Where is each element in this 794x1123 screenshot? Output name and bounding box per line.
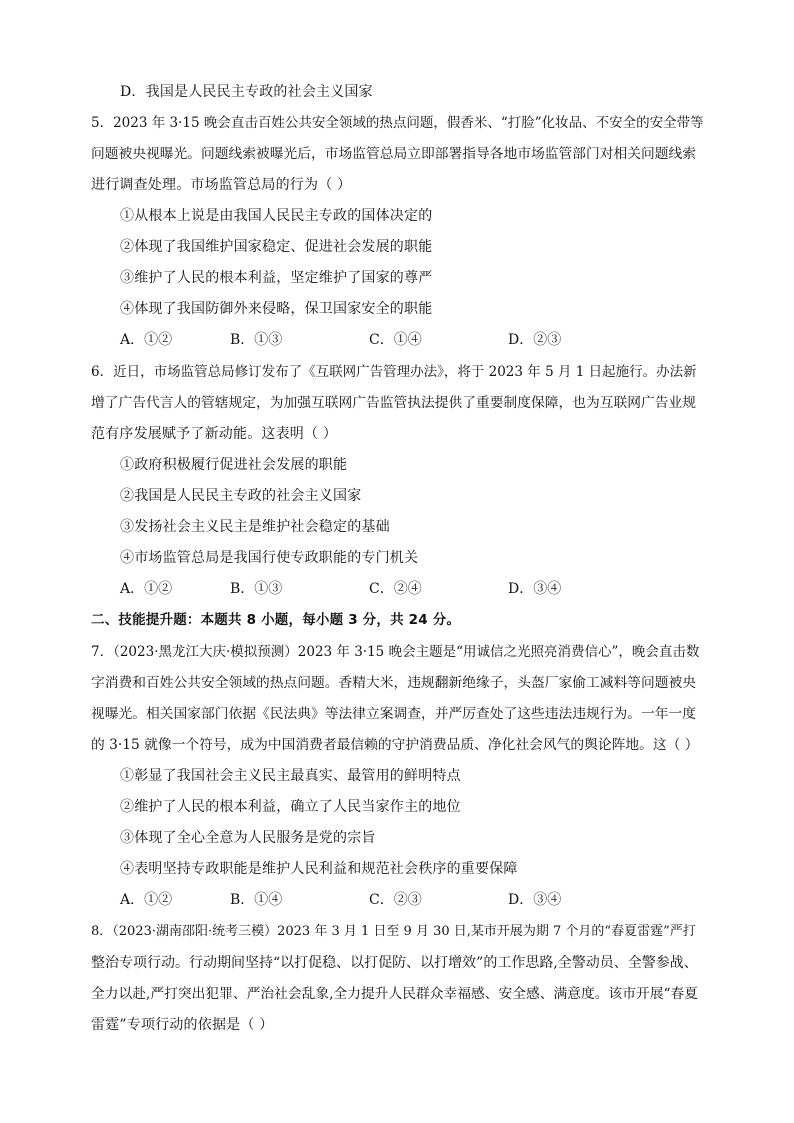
q7-choice-c[interactable]: C．②③ [369, 892, 422, 908]
q6-stem-line-3: 范有序发展赋予了新动能。这表明（ ） [91, 426, 338, 442]
q5-statement-2: ②体现了我国维护国家稳定、促进社会发展的职能 [120, 239, 433, 255]
q8-stem-line-1: 8．（2023·湖南邵阳·统考三模）2023 年 3 月 1 日至 9 月 30 日,某市开展为期 7 个月的“春夏雷霆”严打 [91, 924, 696, 939]
q8-stem-line-4: 雷霆”专项行动的依据是（ ） [91, 1017, 274, 1033]
q5-stem-line-1: 5．2023 年 3·15 晚会直击百姓公共安全领域的热点问题，假香米、“打脸”化妆品、不安全的安全带等 [91, 115, 704, 131]
q6-statement-2: ②我国是人民民主专政的社会主义国家 [120, 488, 362, 504]
q6-statement-1: ①政府积极履行促进社会发展的职能 [120, 457, 348, 473]
q7-stem-line-2: 字消费和百姓公共安全领域的热点问题。香精大米，违规翻新绝缘子，头盔厂家偷工减料等问题被央 [91, 675, 697, 691]
q7-choice-a[interactable]: A．①② [120, 892, 173, 908]
q6-choice-d[interactable]: D．③④ [508, 581, 562, 597]
q7-stem-line-3: 视曝光。相关国家部门依据《民法典》等法律立案调查，并严厉查处了这些违法违规行为。一年一度 [91, 706, 697, 722]
q6-choice-b[interactable]: B．①③ [230, 581, 283, 597]
q6-choice-a[interactable]: A．①② [120, 581, 173, 597]
q7-statement-2: ②维护了人民的根本利益，确立了人民当家作主的地位 [120, 799, 461, 815]
q6-stem-line-1: 6．近日，市场监管总局修订发布了《互联网广告管理办法》，将于 2023 年 5 月 1 日起施行。办法新 [91, 364, 697, 380]
q5-choice-d[interactable]: D．②③ [508, 332, 562, 348]
q5-statement-3: ③维护了人民的根本利益，坚定维护了国家的尊严 [120, 270, 433, 286]
q5-choice-b[interactable]: B．①③ [230, 332, 283, 348]
q4-option-d: D．我国是人民民主专政的社会主义国家 [120, 84, 373, 100]
q5-choice-c[interactable]: C．①④ [369, 332, 422, 348]
q7-stem-line-1: 7．（2023·黑龙江大庆·模拟预测）2023 年 3·15 晚会主题是“用诚信之光照亮消费信心”，晚会直击数 [91, 644, 700, 660]
q5-statement-4: ④体现了我国防御外来侵略，保卫国家安全的职能 [120, 301, 433, 317]
q7-choice-d[interactable]: D．③④ [508, 892, 562, 908]
q7-statement-3: ③体现了全心全意为人民服务是党的宗旨 [120, 830, 376, 846]
q8-stem-line-2: 整治专项行动。行动期间坚持“以打促稳、以打促防、以打增效”的工作思路,全警动员、全警参战、 [91, 955, 698, 971]
q7-statement-1: ①彰显了我国社会主义民主最真实、最管用的鲜明特点 [120, 768, 461, 784]
q6-statement-4: ④市场监管总局是我国行使专政职能的专门机关 [120, 550, 419, 566]
q8-stem-line-3: 全力以赴,严打突出犯罪、严治社会乱象,全力提升人民群众幸福感、安全感、满意度。该市开展“春夏 [91, 986, 699, 1002]
section-2-heading: 二、技能提升题：本题共 8 小题，每小题 3 分，共 24 分。 [91, 612, 461, 628]
q6-stem-line-2: 增了广告代言人的管辖规定，为加强互联网广告监管执法提供了重要制度保障，也为互联网广告业规 [91, 395, 697, 411]
q5-statement-1: ①从根本上说是由我国人民民主专政的国体决定的 [120, 208, 433, 224]
q5-choice-a[interactable]: A．①② [120, 332, 173, 348]
q7-stem-line-4: 的 3·15 就像一个符号，成为中国消费者最信赖的守护消费品质、净化社会风气的舆论阵地。这（ ） [91, 737, 699, 753]
q7-choice-b[interactable]: B．①④ [230, 892, 283, 908]
q6-choice-c[interactable]: C．②④ [369, 581, 422, 597]
q5-stem-line-3: 进行调查处理。市场监管总局的行为（ ） [91, 177, 352, 193]
q7-statement-4: ④表明坚持专政职能是维护人民利益和规范社会秩序的重要保障 [120, 861, 518, 877]
q5-stem-line-2: 问题被央视曝光。问题线索被曝光后，市场监管总局立即部署指导各地市场监管部门对相关问题线索 [91, 146, 697, 162]
q6-statement-3: ③发扬社会主义民主是维护社会稳定的基础 [120, 519, 390, 535]
